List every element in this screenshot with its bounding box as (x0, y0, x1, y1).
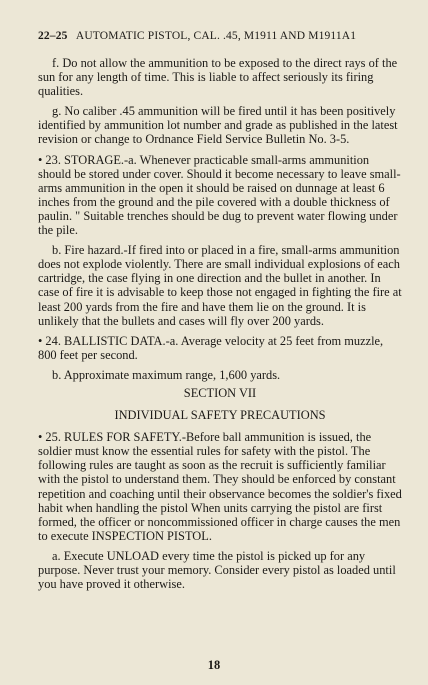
paragraph-g-identification: g. No caliber .45 ammunition will be fired until it has been positively identified by ammunition lot number and grade as published in the latest revision or change to Ordnance Field Service Bulletin No. 3-5. (38, 104, 398, 147)
paragraph-25-rules-for-safety: • 25. RULES FOR SAFETY.-Before ball ammunition is issued, the soldier must know the essential rules for safety with the pistol. The following rules are taught as soon as the recruit is sufficiently familiar with the pistol to understand them. They should be enforced by constant repetition and coaching until their observance becomes the soldier's fixed habit when handling the pistol When units carrying the pistol are first formed, the officer or noncommissioned officer in charge causes the men to execute INSPECTION PISTOL. (38, 430, 402, 543)
page-number: 18 (207, 658, 221, 672)
paragraph-24-ballistic-data: • 24. BALLISTIC DATA.-a. Average velocity at 25 feet from muzzle, 800 feet per second. (38, 333, 384, 362)
running-header (38, 30, 402, 42)
paragraph-23-storage: • 23. STORAGE.-a. Whenever practicable small-arms ammunition should be stored under cover. Should it become necessary to leave small-arms ammunition in the open it should be raised on dunnage at least 6 inches from the ground and the pile covered with a double thickness of paulin. " Suitable trenches should be dug to prevent water flowing under the pile. (38, 152, 401, 238)
section-heading: SECTION VII (183, 385, 257, 400)
subsection-heading: INDIVIDUAL SAFETY PRECAUTIONS (114, 408, 326, 423)
paragraph-b-maximum-range: b. Approximate maximum range, 1,600 yards. (52, 367, 281, 382)
paragraph-a-unload: a. Execute UNLOAD every time the pistol is picked up for any purpose. Never trust your memory. Consider every pistol as loaded until you have proved it otherwise. (38, 548, 396, 592)
paragraph-b-fire-hazard: b. Fire hazard.-If fired into or placed in a fire, small-arms ammunition does not explode violently. There are small individual explosions of each cartridge, the case flying in one direction and the bullet in another. In case of fire it is advisable to keep those not engaged in fighting the fire at least 200 yards from the fire and have them lie on the ground. It is unlikely that the bullets and cases will fly over 200 yards. (38, 243, 402, 328)
paragraph-f-sun-exposure: f. Do not allow the ammunition to be exposed to the direct rays of the sun for any length of time. This is liable to affect seriously its firing qualities. (38, 56, 398, 99)
page-reference: 22–25 (38, 30, 68, 42)
running-title: AUTOMATIC PISTOL, CAL. .45, M1911 AND M1911A1 (75, 30, 357, 42)
